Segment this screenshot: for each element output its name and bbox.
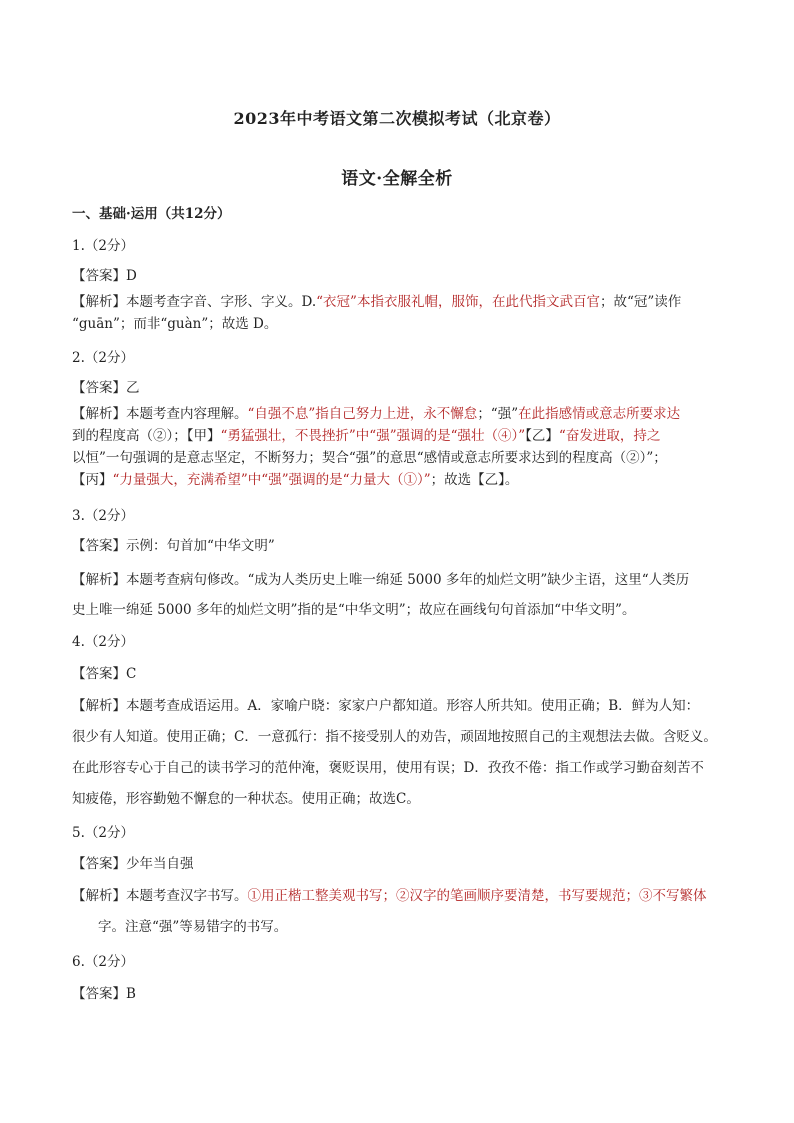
explanation-text: ；“强” <box>477 406 519 422</box>
explanation-highlight: 在此指感情或意志所要求达 <box>518 406 681 422</box>
question-5-number: 5.（2分） <box>72 825 134 841</box>
question-4-explanation-line-2: 很少有人知道。使用正确；C．一意孤行：指不接受别人的劝告，顽固地按照自己的主观想法去做。含贬义。 <box>72 729 717 745</box>
explanation-tag: 【解析】 <box>72 698 126 714</box>
answer-value: 乙 <box>126 380 140 396</box>
explanation-highlight: “勇猛强壮，不畏挫折”中“强”强调的是“强壮（④）” <box>220 428 526 444</box>
question-2-answer <box>72 378 722 398</box>
explanation-text: 到的程度高（②）； <box>72 428 187 444</box>
explanation-tag: 【解析】 <box>72 888 126 904</box>
question-2-number: 2.（2分） <box>72 350 134 366</box>
question-2-explanation-line-1 <box>72 404 722 424</box>
question-3-explanation-line-2: 史上唯一绵延 5000 多年的灿烂文明”指的是“中华文明”；故应在画线句句首添加“中华文明”。 <box>72 602 636 618</box>
answer-tag: 【答案】 <box>72 666 126 682</box>
question-4-explanation-line-3: 在此形容专心于自己的读书学习的范仲淹，褒贬误用，使用有误；D．孜孜不倦：指工作或学习勤奋刻苦不 <box>72 760 704 776</box>
question-2-explanation-line-3: 以恒”一句强调的是意志坚定，不断努力；契合“强”的意思“感情或意志所要求达到的程度高（②）”； <box>72 450 667 466</box>
question-6-number: 6.（2分） <box>72 954 134 970</box>
section-heading: 一、基础·运用（共12分） <box>72 206 231 222</box>
explanation-text: ；故“冠”读作 <box>599 294 682 310</box>
explanation-text: ；故选【乙】。 <box>430 472 519 488</box>
explanation-highlight: “力量强大，充满希望”中“强”强调的是“力量大（①）” <box>112 472 431 488</box>
explanation-tag: 【解析】 <box>72 406 126 422</box>
question-4-explanation-line-1 <box>72 696 722 716</box>
explanation-highlight: “自强不息”指自己努力上进，永不懈怠 <box>247 406 478 422</box>
explanation-text: 本题考查成语运用。A．家喻户晓：家家户户都知道。形容人所共知。使用正确；B．鲜为人知： <box>126 698 700 714</box>
answer-value: B <box>126 986 136 1002</box>
answer-tag: 【答案】 <box>72 986 126 1002</box>
document-title: 2023年中考语文第二次模拟考试（北京卷） <box>233 109 561 128</box>
answer-tag: 【答案】 <box>72 538 126 554</box>
explanation-highlight: ①用正楷工整美观书写；②汉字的笔画顺序要清楚，书写要规范；③不写繁体 <box>247 888 707 904</box>
answer-tag: 【答案】 <box>72 856 126 872</box>
question-4-explanation-line-4: 知疲倦，形容勤勉不懈怠的一种状态。使用正确；故选C。 <box>72 791 420 807</box>
question-4-number: 4.（2分） <box>72 634 134 650</box>
question-2-explanation-line-2 <box>72 426 722 446</box>
explanation-text: 本题考查字音、字形、字义。D. <box>126 294 317 310</box>
question-5-answer <box>72 854 722 874</box>
question-4-answer <box>72 664 722 684</box>
answer-value: 示例：句首加“中华文明” <box>126 538 275 554</box>
question-6-answer <box>72 984 722 1004</box>
question-1-number: 1.（2分） <box>72 238 134 254</box>
explanation-text: 本题考查汉字书写。 <box>126 888 248 904</box>
answer-value: C <box>126 666 137 682</box>
explanation-text: 本题考查内容理解。 <box>126 406 248 422</box>
explanation-tag: 【解析】 <box>72 572 126 588</box>
explanation-highlight: “衣冠”本指衣服礼帽，服饰，在此代指文武百官 <box>316 294 600 310</box>
document-subtitle: 语文·全解全析 <box>341 169 453 189</box>
answer-value: D <box>126 268 137 284</box>
explanation-text: 本题考查病句修改。“成为人类历史上唯一绵延 5000 多年的灿烂文明”缺少主语，这里“人类历 <box>126 572 690 588</box>
answer-tag: 【答案】 <box>72 268 126 284</box>
answer-value: 少年当自强 <box>126 856 194 872</box>
question-5-explanation-line-1 <box>72 886 722 906</box>
explanation-text: 【乙】 <box>525 428 559 444</box>
explanation-tag: 【解析】 <box>72 294 126 310</box>
question-1-answer <box>72 266 722 286</box>
question-1-explanation-line-2: “guān”；而非“guàn”；故选 D。 <box>72 316 278 332</box>
explanation-highlight: “奋发进取，持之 <box>558 428 661 444</box>
answer-tag: 【答案】 <box>72 380 126 396</box>
question-3-number: 3.（2分） <box>72 508 134 524</box>
question-2-explanation-line-4 <box>72 470 722 490</box>
question-5-explanation-line-2: 字。注意“强”等易错字的书写。 <box>98 919 288 935</box>
question-1-explanation-line-1 <box>72 292 722 312</box>
question-3-explanation-line-1 <box>72 570 722 590</box>
explanation-text: 【甲】 <box>186 428 221 444</box>
question-3-answer <box>72 536 722 556</box>
explanation-text: 【丙】 <box>72 472 113 488</box>
